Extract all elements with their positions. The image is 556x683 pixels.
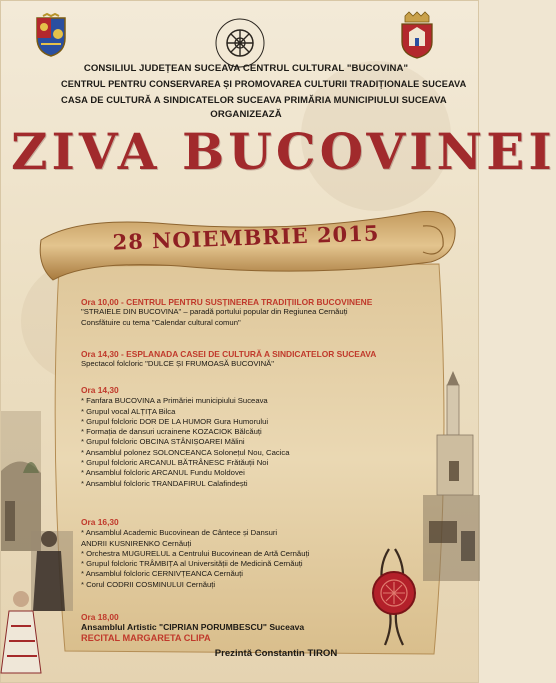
wax-seal-icon — [365, 541, 423, 651]
poster-title: ZIVA BUCOVINEI — [11, 122, 556, 181]
program-line: * Grupul folcloric OBCINA STÂNIȘOAREI Mălini — [81, 437, 245, 447]
county-coat-of-arms-icon — [33, 14, 69, 58]
program-line: Ansamblul Artistic "CIPRIAN PORUMBESCU" Suceava — [81, 622, 305, 633]
program-line: * Grupul vocal ALȚIȚA Bilca — [81, 406, 176, 416]
program-heading: Ora 10,00 - CENTRUL PENTRU SUSȚINEREA TRADIȚIILOR BUCOVINENE — [81, 297, 373, 307]
program-block-1 — [81, 297, 441, 328]
program-line: ANDRII KUSNIRENKO Cernăuți — [81, 538, 192, 548]
program-heading: Ora 14,30 - ESPLANADA CASEI DE CULTURĂ A SINDICATELOR SUCEAVA — [81, 349, 377, 359]
organizer-line-3: CASA DE CULTURĂ A SINDICATELOR SUCEAVA PRIMĂRIA MUNICIPIULUI SUCEAVA — [61, 94, 447, 105]
program-block-3 — [81, 385, 441, 489]
program-line: * Orchestra MUGURELUL a Centrului Bucovinean de Artă Cernăuți — [81, 548, 310, 558]
program-line: * Fanfara BUCOVINA a Primăriei municipiului Suceava — [81, 396, 268, 406]
organizer-line-1: CONSILIUL JUDEȚEAN SUCEAVA CENTRUL CULTURAL "BUCOVINA" — [83, 63, 409, 74]
city-coat-of-arms-icon — [399, 12, 435, 60]
program-heading: Ora 16,30 — [81, 517, 119, 527]
cultural-center-logo-icon — [210, 16, 270, 70]
program-line: * Grupul folcloric ARCANUL BĂTRÂNESC Frătăuții Noi — [81, 458, 269, 468]
presenter-line: Prezintă Constantin TIRON — [214, 648, 338, 659]
program-line: RECITAL MARGARETA CLIPA — [81, 632, 211, 643]
program-line: * Ansamblul folcloric ARCANUL Fundu Moldovei — [81, 468, 245, 478]
program-block-2 — [81, 349, 441, 370]
program-line: Consfătuire cu tema "Calendar cultural comun" — [81, 317, 241, 327]
church-montage-right — [423, 371, 480, 581]
program-line: * Grupul folcloric TRÂMBIȚA al Universității de Medicină Cernăuți — [81, 559, 303, 569]
program-line: * Formația de dansuri ucrainene KOZACIOK Bălcăuți — [81, 427, 262, 437]
folk-montage-left — [1, 411, 79, 681]
program-line: * Ansamblul folcloric TRANDAFIRUL Calafindești — [81, 478, 248, 488]
program-line: * Grupul folcloric DOR DE LA HUMOR Gura Humorului — [81, 416, 269, 426]
program-line: "STRAIELE DIN BUCOVINA" – paradă portului popular din Regiunea Cernăuți — [81, 307, 348, 317]
program-line: * Ansamblul folcloric CERNIVȚEANCA Cernăuți — [81, 569, 243, 579]
program-line: * Ansamblul Academic Bucovinean de Cântece și Dansuri — [81, 528, 278, 538]
organizer-line-4: ORGANIZEAZĂ — [210, 109, 282, 120]
program-heading: Ora 14,30 — [81, 385, 119, 395]
program-line: * Corul CODRII COSMINULUI Cernăuți — [81, 579, 216, 589]
event-date: 28 NOIEMBRIE 2015 — [112, 220, 380, 255]
organizer-line-2: CENTRUL PENTRU CONSERVAREA ȘI PROMOVAREA CULTURII TRADIȚIONALE SUCEAVA — [61, 79, 467, 89]
program-line: * Ansamblul polonez SOLONCEANCA Solonețul Nou, Cacica — [81, 447, 290, 457]
program-heading: Ora 18,00 — [81, 612, 119, 622]
program-line: Spectacol folcloric "DULCE ȘI FRUMOASĂ BUCOVINĂ" — [81, 359, 274, 369]
